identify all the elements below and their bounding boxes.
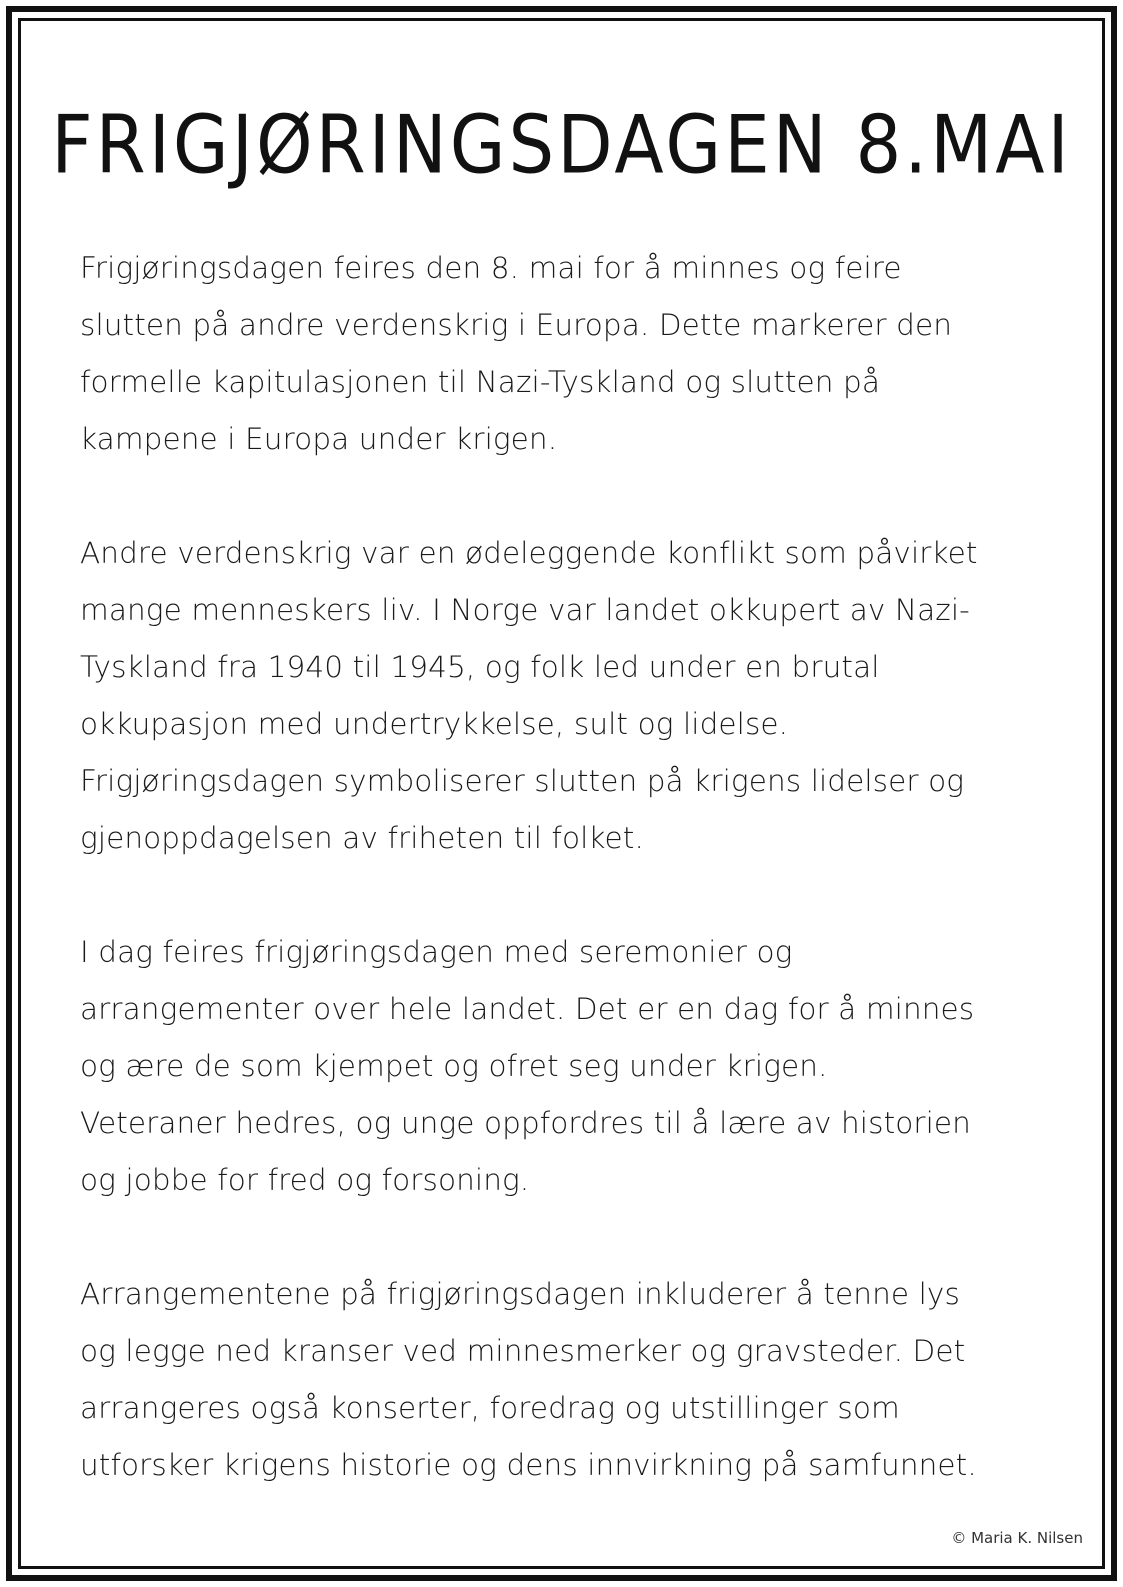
- text-line: og ære de som kjempet og ofret seg under krigen.: [80, 1049, 828, 1083]
- text-line: utforsker krigens historie og dens innvirkning på samfunnet.: [80, 1448, 977, 1482]
- text-line: arrangeres også konserter, foredrag og utstillinger som: [80, 1391, 900, 1425]
- page-title: FRIGJØRINGSDAGEN 8.MAI: [51, 97, 1072, 192]
- text-line: Arrangementene på frigjøringsdagen inkluderer å tenne lys: [80, 1277, 960, 1311]
- text-line: kampene i Europa under krigen.: [80, 422, 558, 456]
- text-line: mange menneskers liv. I Norge var landet okkupert av Nazi-: [80, 593, 970, 627]
- text-line: og legge ned kranser ved minnesmerker og gravsteder. Det: [80, 1334, 966, 1368]
- paragraph-1: [80, 240, 1040, 468]
- text-line: arrangementer over hele landet. Det er en dag for å minnes: [80, 992, 975, 1026]
- text-line: Frigjøringsdagen feires den 8. mai for å minnes og feire: [80, 251, 902, 285]
- text-line: Tyskland fra 1940 til 1945, og folk led under en brutal: [80, 650, 880, 684]
- copyright-notice: © Maria K. Nilsen: [951, 1529, 1083, 1547]
- text-line: og jobbe for fred og forsoning.: [80, 1163, 530, 1197]
- paragraph-4: [80, 1266, 1040, 1494]
- paragraph-2: [80, 525, 1040, 867]
- text-line: gjenoppdagelsen av friheten til folket.: [80, 821, 644, 855]
- text-line: formelle kapitulasjonen til Nazi-Tyskland og slutten på: [80, 365, 881, 399]
- text-line: slutten på andre verdenskrig i Europa. Dette markerer den: [80, 308, 953, 342]
- body-text: [80, 240, 1040, 1494]
- text-line: Andre verdenskrig var en ødeleggende konflikt som påvirket: [80, 536, 978, 570]
- paragraph-3: [80, 924, 1040, 1209]
- text-line: Veteraner hedres, og unge oppfordres til å lære av historien: [80, 1106, 971, 1140]
- text-line: okkupasjon med undertrykkelse, sult og lidelse.: [80, 707, 789, 741]
- text-line: Frigjøringsdagen symboliserer slutten på krigens lidelser og: [80, 764, 965, 798]
- text-line: I dag feires frigjøringsdagen med seremonier og: [80, 935, 793, 969]
